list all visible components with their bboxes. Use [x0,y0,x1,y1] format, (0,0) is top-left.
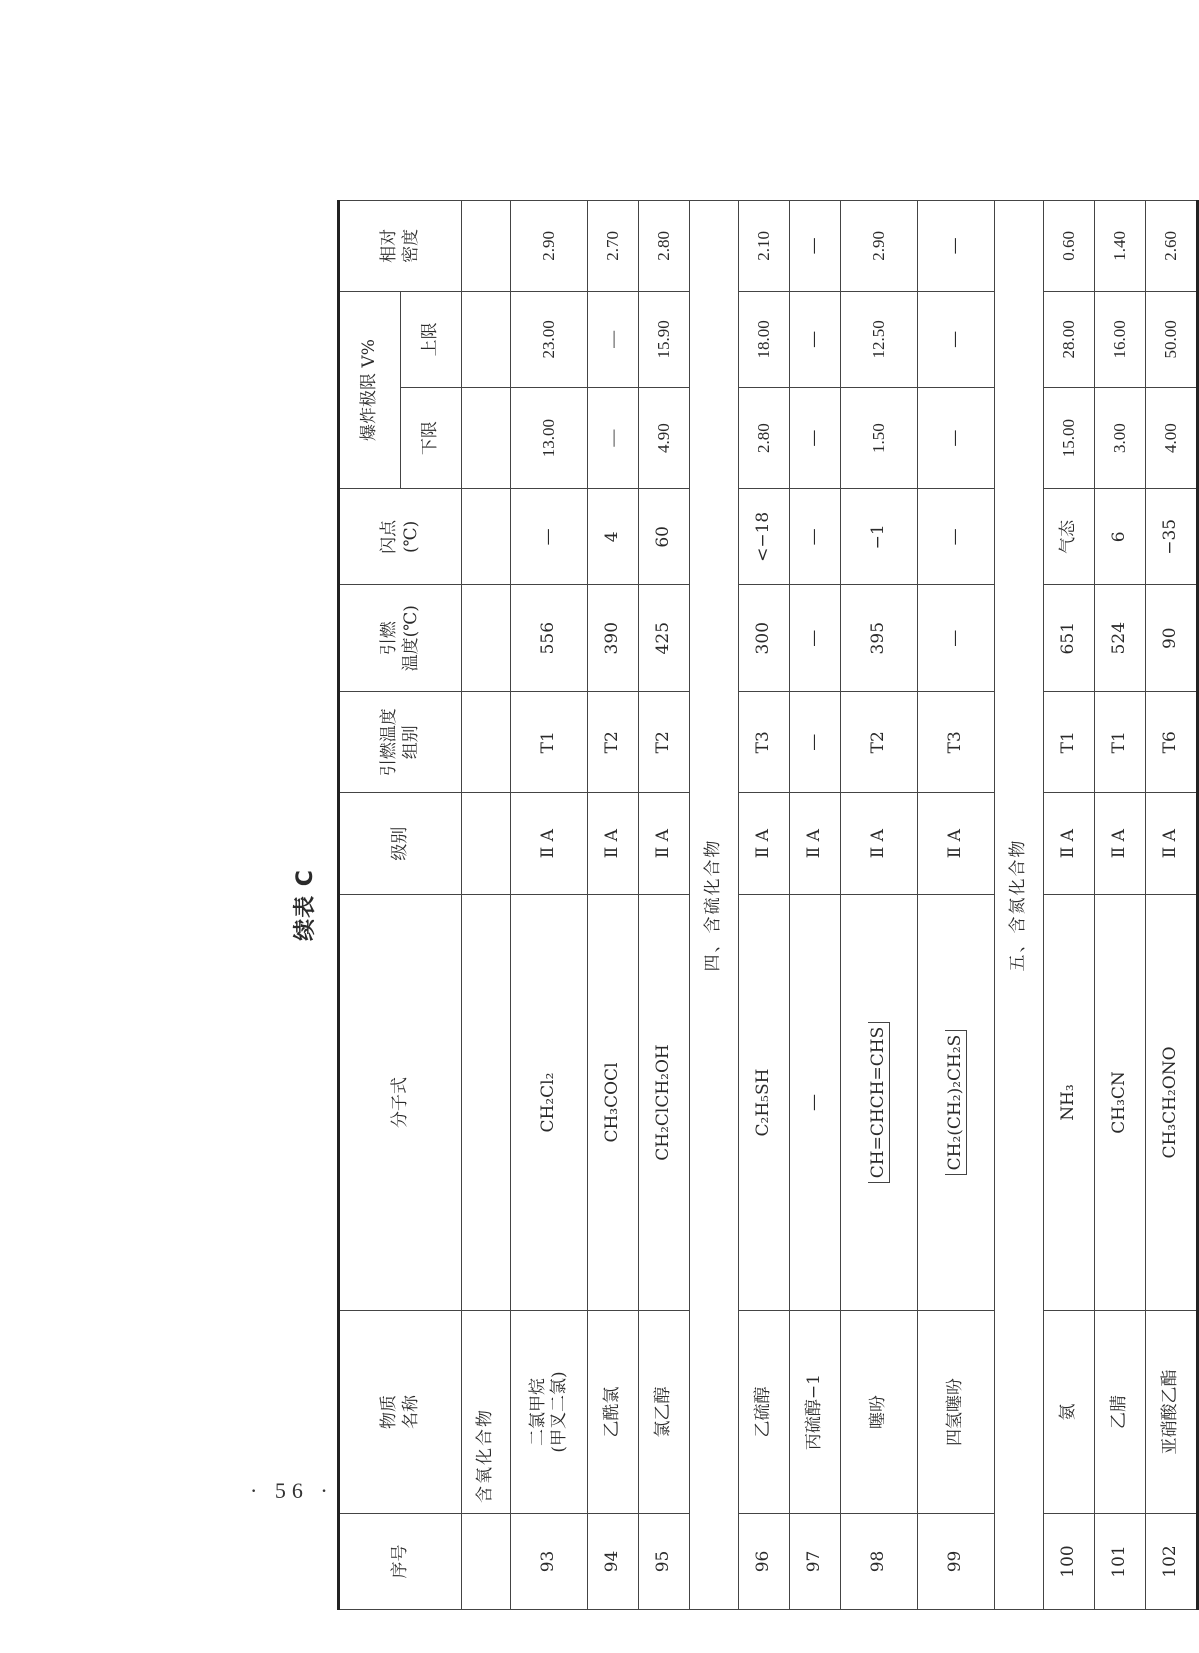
cell-upper-limit: 16.00 [1095,291,1146,387]
cell-ignition-temp: 556 [511,585,588,692]
section-empty-cell [462,387,511,488]
section-label: 四、含硫化合物 [690,201,739,1610]
cell-formula [841,894,918,1310]
cell-seq: 99 [918,1513,995,1609]
cell-upper-limit: 50.00 [1146,291,1198,387]
cell-upper-limit: 15.90 [639,291,690,387]
cell-grade: Ⅱ A [588,793,639,894]
header-grade: 级别 [339,793,462,894]
cell-grade: Ⅱ A [739,793,790,894]
cell-ignition-temp: — [918,585,995,692]
cell-flash-point: — [790,489,841,585]
cell-flash-point: 气态 [1044,489,1095,585]
header-flash-point-text: 闪点 (℃) [379,519,421,554]
ring-formula: CH₂(CH₂)₂CH₂S [945,1030,967,1176]
section-empty-cell [462,291,511,387]
cell-upper-limit: — [790,291,841,387]
cell-temp-group: T2 [841,692,918,793]
cell-grade: Ⅱ A [639,793,690,894]
section-empty-cell [462,894,511,1310]
section-seq-cell [462,1513,511,1609]
cell-name-text: 二氯甲烷 (甲叉二氯) [527,1371,569,1453]
cell-upper-limit: 12.50 [841,291,918,387]
cell-lower-limit: 13.00 [511,387,588,488]
cell-name: 乙硫醇 [739,1311,790,1514]
cell-density: 2.10 [739,201,790,292]
cell-temp-group: T1 [1095,692,1146,793]
cell-seq: 100 [1044,1513,1095,1609]
header-name-text: 物质 名称 [379,1395,421,1430]
cell-grade: Ⅱ A [511,793,588,894]
header-upper-limit: 上限 [401,291,462,387]
section-empty-cell [462,489,511,585]
cell-lower-limit: — [790,387,841,488]
cell-seq: 95 [639,1513,690,1609]
section-label: 含氧化合物 [462,1311,511,1514]
section-empty-cell [462,692,511,793]
header-explosion-limit: 爆炸极限 V% [339,291,401,488]
header-name [339,1311,462,1514]
cell-density: 2.60 [1146,201,1198,292]
header-temp-group [339,692,462,793]
cell-seq: 97 [790,1513,841,1609]
cell-density: 2.90 [841,201,918,292]
cell-upper-limit: — [918,291,995,387]
cell-name: 丙硫醇−1 [790,1311,841,1514]
cell-lower-limit: 3.00 [1095,387,1146,488]
cell-formula: CH₃CN [1095,894,1146,1310]
header-formula: 分子式 [339,894,462,1310]
cell-flash-point: — [511,489,588,585]
cell-temp-group: T1 [511,692,588,793]
cell-density: 0.60 [1044,201,1095,292]
cell-lower-limit: 4.00 [1146,387,1198,488]
cell-name: 氨 [1044,1311,1095,1514]
header-density-text: 相对 密度 [379,228,421,263]
cell-name: 四氢噻吩 [918,1311,995,1514]
cell-ignition-temp: 524 [1095,585,1146,692]
cell-ignition-temp: 651 [1044,585,1095,692]
cell-ignition-temp: 90 [1146,585,1198,692]
cell-flash-point: — [918,489,995,585]
header-temp-group-text: 引燃温度 组别 [379,708,421,777]
cell-upper-limit: — [588,291,639,387]
cell-flash-point: −35 [1146,489,1198,585]
header-seq: 序号 [339,1513,462,1609]
cell-formula: C₂H₅SH [739,894,790,1310]
cell-seq: 93 [511,1513,588,1609]
cell-lower-limit: 15.00 [1044,387,1095,488]
table-title: 续表 C [293,869,318,941]
cell-flash-point: 4 [588,489,639,585]
cell-grade: Ⅱ A [1146,793,1198,894]
cell-ignition-temp: 390 [588,585,639,692]
cell-lower-limit: — [588,387,639,488]
cell-temp-group: T3 [739,692,790,793]
cell-seq: 94 [588,1513,639,1609]
cell-density: — [918,201,995,292]
cell-name: 氯乙醇 [639,1311,690,1514]
cell-seq: 96 [739,1513,790,1609]
header-flash-point [339,489,462,585]
cell-density: 2.70 [588,201,639,292]
cell-lower-limit: 2.80 [739,387,790,488]
cell-upper-limit: 28.00 [1044,291,1095,387]
cell-temp-group: T1 [1044,692,1095,793]
cell-formula: CH₂ClCH₂OH [639,894,690,1310]
cell-ignition-temp: 395 [841,585,918,692]
table-upright-frame [283,200,1181,1610]
cell-seq: 101 [1095,1513,1146,1609]
cell-formula: CH₃COCl [588,894,639,1310]
cell-temp-group: T2 [588,692,639,793]
cell-name: 乙酰氯 [588,1311,639,1514]
cell-lower-limit: — [918,387,995,488]
cell-temp-group: T2 [639,692,690,793]
cell-temp-group: — [790,692,841,793]
header-lower-limit: 下限 [401,387,462,488]
cell-grade: Ⅱ A [1095,793,1146,894]
cell-grade: Ⅱ A [918,793,995,894]
page-number: · 56 · [250,1478,334,1503]
cell-flash-point: 60 [639,489,690,585]
cell-seq: 102 [1146,1513,1198,1609]
cell-ignition-temp: 300 [739,585,790,692]
ring-formula: CH=CHCH=CHS [868,1022,890,1183]
cell-lower-limit: 1.50 [841,387,918,488]
cell-name [511,1311,588,1514]
cell-name: 噻吩 [841,1311,918,1514]
cell-formula: NH₃ [1044,894,1095,1310]
cell-name: 亚硝酸乙酯 [1146,1311,1198,1514]
gas-properties-table [337,200,1199,1610]
section-label: 五、含氮化合物 [995,201,1044,1610]
cell-temp-group: T6 [1146,692,1198,793]
rotated-table-region [283,200,1181,1610]
cell-flash-point: −1 [841,489,918,585]
cell-formula: — [790,894,841,1310]
header-ignition-temp-text: 引燃 温度(℃) [379,605,421,672]
cell-flash-point: 6 [1095,489,1146,585]
cell-grade: Ⅱ A [790,793,841,894]
cell-upper-limit: 18.00 [739,291,790,387]
cell-density: 1.40 [1095,201,1146,292]
cell-formula: CH₂Cl₂ [511,894,588,1310]
cell-name: 乙腈 [1095,1311,1146,1514]
cell-density: 2.80 [639,201,690,292]
cell-grade: Ⅱ A [1044,793,1095,894]
cell-formula [918,894,995,1310]
cell-density: — [790,201,841,292]
cell-grade: Ⅱ A [841,793,918,894]
section-empty-cell [462,201,511,292]
cell-flash-point: <−18 [739,489,790,585]
cell-density: 2.90 [511,201,588,292]
cell-seq: 98 [841,1513,918,1609]
header-density [339,201,462,292]
section-empty-cell [462,793,511,894]
cell-lower-limit: 4.90 [639,387,690,488]
cell-ignition-temp: 425 [639,585,690,692]
header-ignition-temp [339,585,462,692]
cell-temp-group: T3 [918,692,995,793]
cell-ignition-temp: — [790,585,841,692]
section-empty-cell [462,585,511,692]
cell-upper-limit: 23.00 [511,291,588,387]
cell-formula: CH₃CH₂ONO [1146,894,1198,1310]
